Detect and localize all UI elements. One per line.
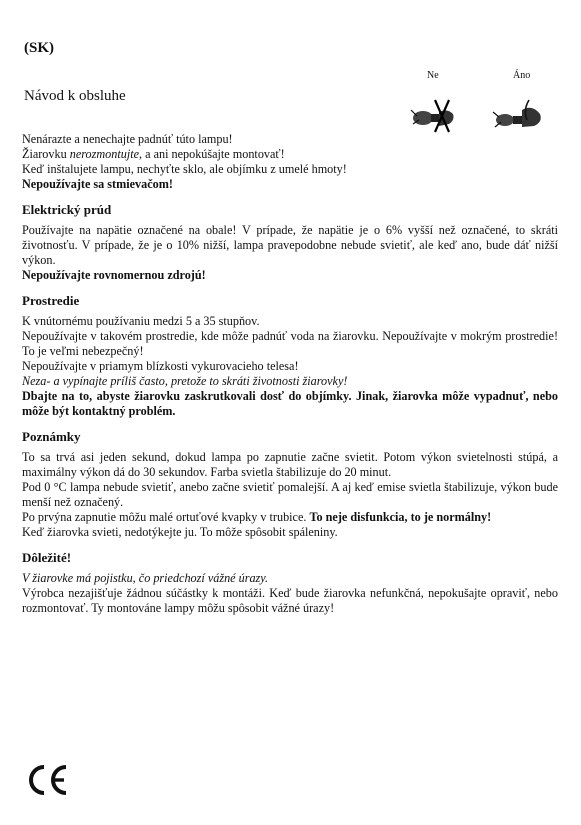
notes-paragraph-4: Keď žiarovka svieti, nedotýkejte ju. To môže spôsobit spáleniny. xyxy=(22,525,338,539)
intro-line-3: Keď inštalujete lampu, nechyťte sklo, ale objímku z umelé hmoty! xyxy=(22,162,347,176)
hand-screwing-bulb-crossed-icon xyxy=(405,96,461,136)
environment-line-2: Nepoužívajte v takovém prostredie, kde môže padnúť voda na žiarovku. Nepoužívajte v mokrým prostredie! To je veľmi nebezpečný! xyxy=(22,329,558,358)
notes-paragraph-3-b: To neje disfunkcia, to je normálny! xyxy=(309,510,492,524)
hand-holding-bulb-base-icon xyxy=(489,96,549,136)
ce-mark-icon xyxy=(26,763,70,797)
section-heading-environment: Prostredie xyxy=(22,293,80,308)
section-heading-current: Elektrický prúd xyxy=(22,202,112,217)
no-label: Ne xyxy=(427,70,439,81)
notes-paragraph-2: Pod 0 °C lampa nebude svietiť, anebo začne svietiť pomalejší. A aj keď emise svietla štabilizuje, výkon bude menší než označený. xyxy=(22,480,558,509)
intro-line-2 xyxy=(22,147,558,162)
notes-paragraph-3 xyxy=(22,510,558,525)
language-code: (SK) xyxy=(24,40,54,56)
environment-line-5: Dbajte na to, abyste žiarovku zaskrutkovali dosť do objímky. Jinak, žiarovka môže vypadnuť, nebo môže být kontaktný problém. xyxy=(22,389,558,418)
important-paragraph-2: Výrobca nezajišťuje žádnou súčástky k montáži. Keď bude žiarovka nefunkčná, nepokušajte opraviť, nebo rozmontovať. Ty montováne lampy môžu spôsobit vážné úrazy! xyxy=(22,586,558,615)
manual-title: Návod k obsluhe xyxy=(24,88,126,104)
section-heading-notes: Poznámky xyxy=(22,429,81,444)
manual-body xyxy=(22,132,558,616)
notes-paragraph-1: To sa trvá asi jeden sekund, dokud lampa po zapnutie začne svietit. Potom výkon svietelnosti stúpá, a maximálny výkon dá do 30 sekundov. Farba svietla štabilizuje do 20 minut. xyxy=(22,450,558,479)
intro-line-2-a: Žiarovku xyxy=(22,147,70,161)
intro-line-2-b: nerozmontujte xyxy=(69,147,140,161)
current-warning: Nepoužívajte rovnomernou zdrojú! xyxy=(22,268,206,282)
intro-block xyxy=(22,132,558,192)
yes-label: Áno xyxy=(513,70,531,81)
notes-paragraph-3-a: Po prvýna zapnutie môžu malé ortuťové kvapky v trubice. xyxy=(22,510,310,524)
environment-line-3: Nepoužívajte v priamym blízkosti vykurovacieho telesa! xyxy=(22,359,299,373)
intro-line-4: Nepoužívajte sa stmievačom! xyxy=(22,177,173,191)
current-paragraph: Používajte na napätie označené na obale! V prípade, že napätie je o 6% vyšší než označené, to skráti životnosťu. V prípade, že je o 10% nižší, lampa pravepodobne nebude svietiť, ale keď ano, bude dáť nižší výkon. xyxy=(22,223,558,267)
intro-line-2-c: , a ani nepokúšajte montovať! xyxy=(139,147,285,161)
intro-line-1: Nenárazte a nenechajte padnúť túto lampu! xyxy=(22,132,233,146)
important-line-1: V žiarovke má pojistku, čo priedchozí vážné úrazy. xyxy=(22,571,269,585)
section-heading-important: Dôležité! xyxy=(22,550,72,565)
environment-line-4: Neza- a vypínajte príliš často, pretože to skráti životnosti žiarovky! xyxy=(22,374,348,388)
environment-line-1: K vnútornému používaniu medzi 5 a 35 stupňov. xyxy=(22,314,260,328)
